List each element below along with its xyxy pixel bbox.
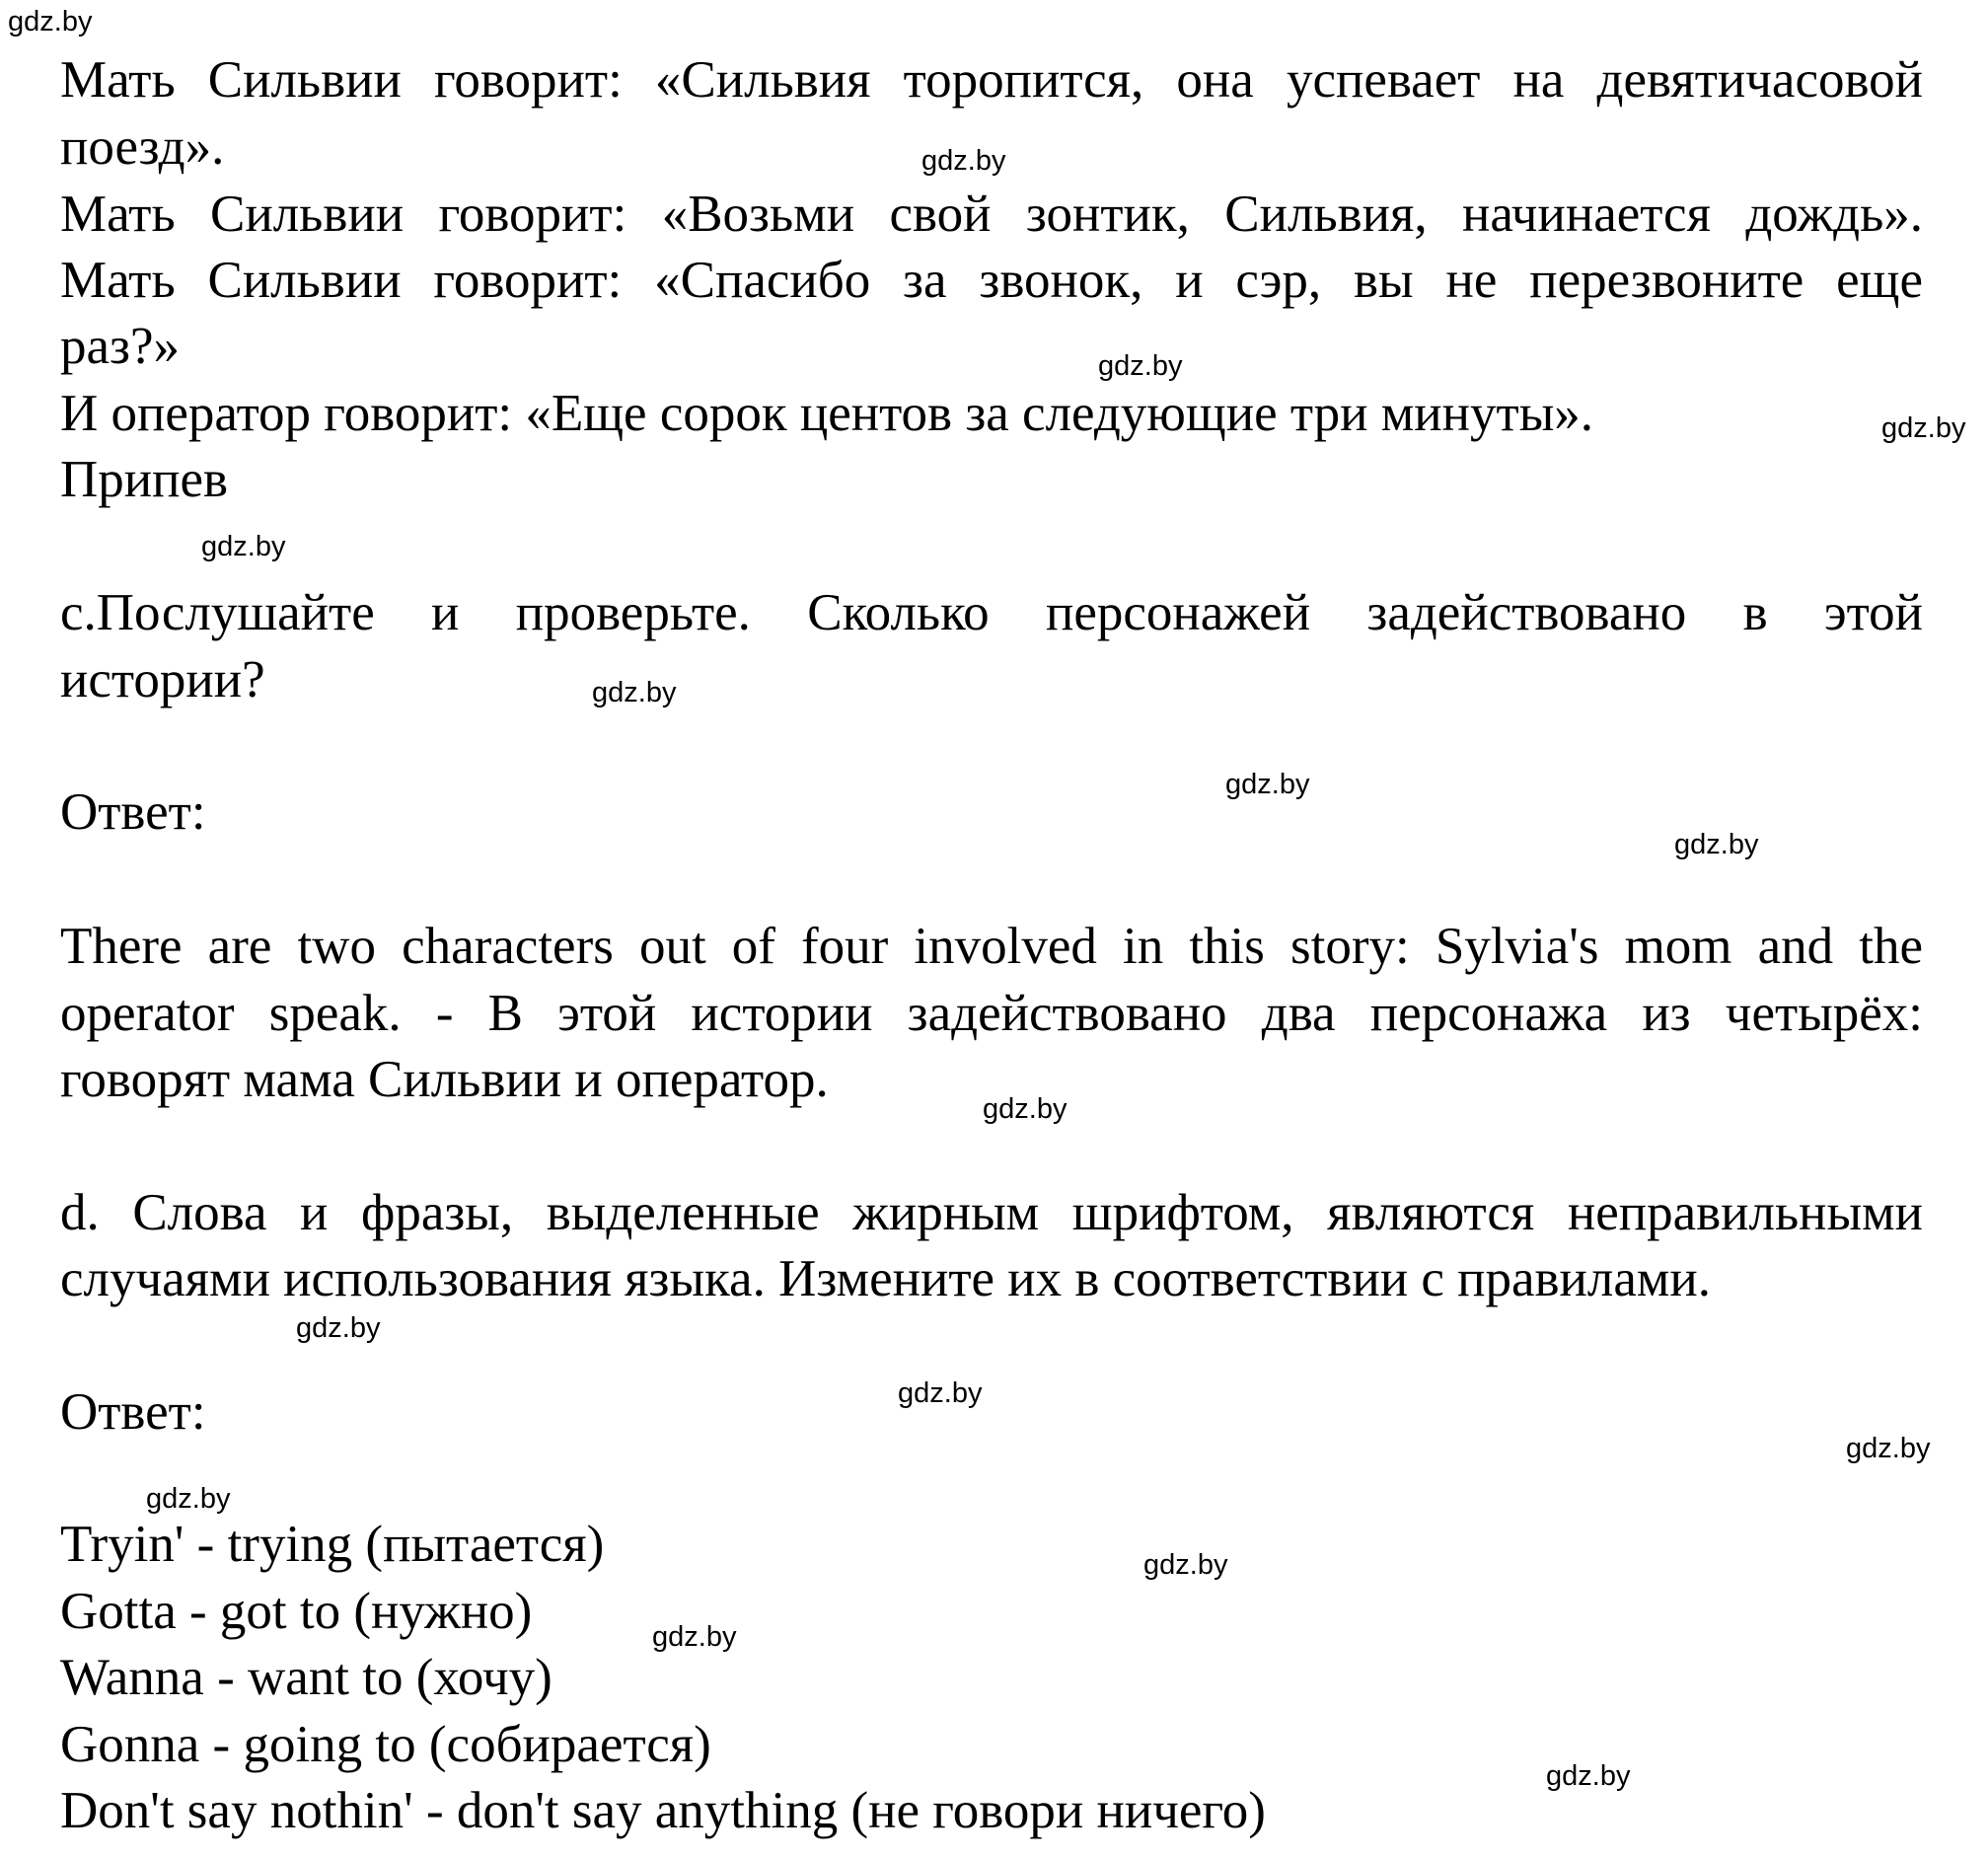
answer-item: Don't say nothin' - don't say anything (не говори ничего) xyxy=(60,1782,1266,1839)
task-c-question: c.Послушайте и проверьте. Сколько персонажей задействовано в этой xyxy=(60,584,1923,641)
watermark: gdz.by xyxy=(983,1093,1068,1125)
answer-item: Wanna - want to (хочу) xyxy=(60,1649,552,1706)
watermark: gdz.by xyxy=(1846,1433,1931,1464)
watermark: gdz.by xyxy=(592,677,677,708)
chorus-label: Припев xyxy=(60,451,229,508)
task-c-question: истории? xyxy=(60,651,265,708)
answer-label: Ответ: xyxy=(60,783,206,841)
watermark: gdz.by xyxy=(1143,1549,1228,1581)
answer-label: Ответ: xyxy=(60,1383,206,1441)
watermark: gdz.by xyxy=(8,6,93,37)
watermark: gdz.by xyxy=(1674,829,1759,860)
watermark: gdz.by xyxy=(652,1621,737,1653)
answer-item: Gotta - got to (нужно) xyxy=(60,1583,533,1640)
lyric-line: Мать Сильвии говорит: «Спасибо за звонок, и сэр, вы не перезвоните еще xyxy=(60,252,1923,309)
watermark: gdz.by xyxy=(146,1483,231,1515)
watermark: gdz.by xyxy=(898,1377,983,1409)
lyric-line: Мать Сильвии говорит: «Сильвия торопится, она успевает на девятичасовой xyxy=(60,51,1923,109)
lyric-line: раз?» xyxy=(60,318,180,375)
lyric-line: поезд». xyxy=(60,118,225,176)
watermark: gdz.by xyxy=(201,531,286,562)
answer-text: There are two characters out of four involved in this story: Sylvia's mom and the xyxy=(60,918,1923,975)
watermark: gdz.by xyxy=(296,1312,381,1344)
answer-item: Tryin' - trying (пытается) xyxy=(60,1516,605,1573)
task-d-question: d. Слова и фразы, выделенные жирным шрифтом, являются неправильными xyxy=(60,1184,1923,1241)
task-d-question: случаями использования языка. Измените их в соответствии с правилами. xyxy=(60,1250,1712,1307)
answer-text: говорят мама Сильвии и оператор. xyxy=(60,1051,829,1108)
watermark: gdz.by xyxy=(1098,350,1183,382)
answer-text: operator speak. - В этой истории задействовано два персонажа из четырёх: xyxy=(60,985,1923,1042)
watermark: gdz.by xyxy=(921,145,1006,177)
watermark: gdz.by xyxy=(1225,769,1310,800)
watermark: gdz.by xyxy=(1881,412,1966,444)
answer-item: Gonna - going to (собирается) xyxy=(60,1716,711,1773)
lyric-line: И оператор говорит: «Еще сорок центов за следующие три минуты». xyxy=(60,385,1594,442)
watermark: gdz.by xyxy=(1546,1760,1631,1792)
lyric-line: Мать Сильвии говорит: «Возьми свой зонтик, Сильвия, начинается дождь». xyxy=(60,186,1923,243)
